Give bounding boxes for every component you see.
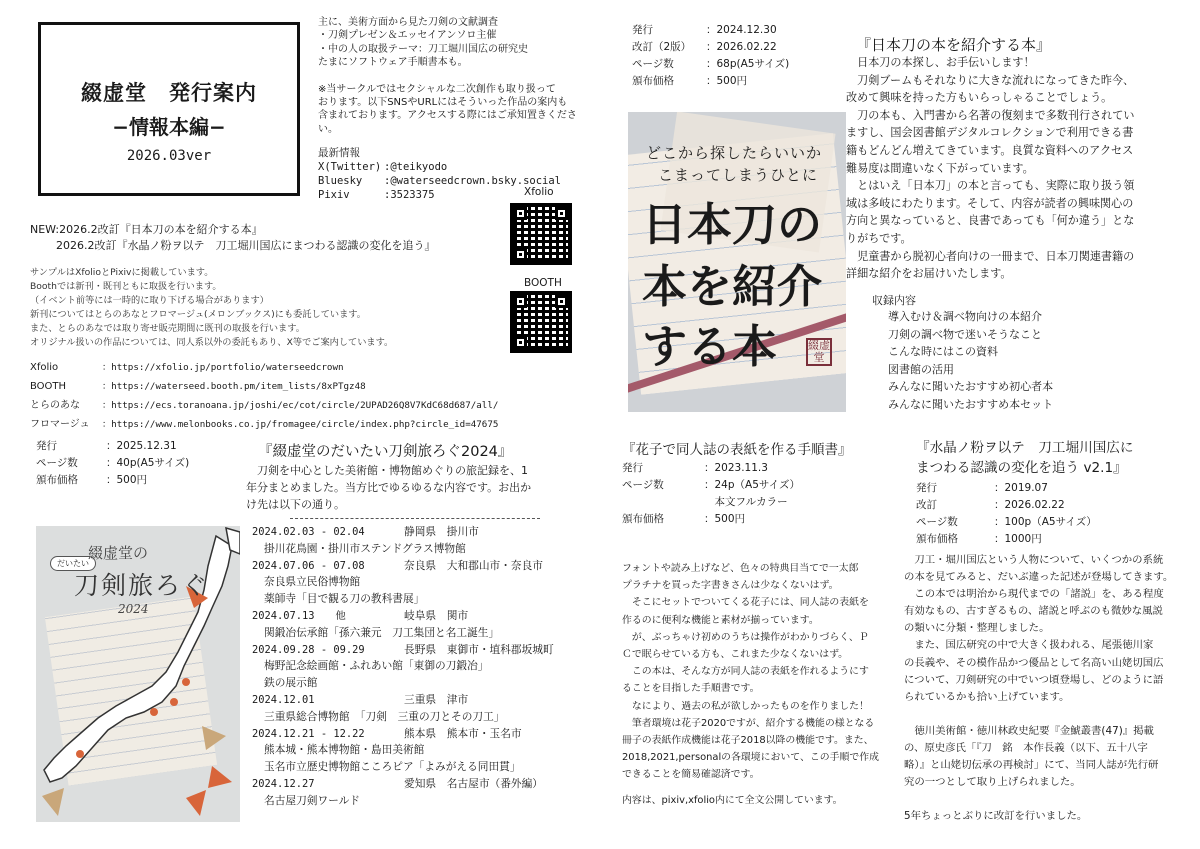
body-line: 冊子の表紙作成機能は花子2018以降の機能です。また、 — [622, 735, 874, 747]
trip-place: 岐阜県 関市 — [404, 608, 469, 622]
xfolio-qr-label: Xfolio — [524, 186, 554, 198]
cover-subtitle: どこから探したらいいか — [646, 144, 823, 162]
info-line: Boothでは新刊・既刊ともに取扱を行います。 — [30, 281, 222, 292]
spec-row — [622, 511, 800, 528]
trip-date: 2024.12.01 — [252, 693, 315, 706]
intro-line: ・中の人の取扱テーマ：刀工堀川国広の研究史 — [318, 43, 528, 55]
trip-place: 愛知県 名古屋市（番外編） — [404, 776, 543, 790]
spec-row — [622, 494, 800, 511]
info-line: オリジナル扱いの作品については、同人系以外の委託もあり、X等でご案内しています。 — [30, 337, 394, 348]
trip-site: 鉄の展示館 — [264, 676, 318, 690]
news — [30, 222, 436, 254]
body-line: Ｃで眠らせている方も、これまた少なくないはず。 — [622, 649, 849, 661]
link-row — [30, 415, 498, 434]
spec-key: 頒布価格 — [36, 474, 78, 486]
spec-key: ページ数 — [632, 58, 674, 70]
spec-value: ：500円 — [706, 75, 748, 87]
book1-title: 『日本刀の本を紹介する本』 — [856, 36, 1052, 54]
body-line: そこにセットでついてくる花子には、同人誌の表紙を — [622, 597, 869, 609]
body-line: が、ぶっちゃけ初めのうちは操作がわかりづらく、Ｐ — [622, 631, 869, 643]
book2-description — [246, 462, 531, 513]
trip-place: 奈良県 大和郡山市・奈良市 — [404, 558, 543, 572]
trip-site: 掛川花鳥園・掛川市ステンドグラス博物館 — [264, 541, 466, 555]
spec-key — [622, 494, 704, 511]
body-line: ることを目指した手順書です。 — [622, 683, 760, 695]
link-url[interactable]: ：https://xfolio.jp/portfolio/waterseedcrown — [102, 362, 344, 373]
body-line: ますし、国会図書館デジタルコレクションで利用できる書 — [846, 126, 1134, 140]
spec-value: ：40p(A5サイズ) — [106, 457, 190, 469]
contents-item: みんなに聞いたおすすめ本セット — [888, 397, 1054, 411]
spec-key: 頒布価格 — [632, 75, 674, 87]
trip-site: 梅野記念絵画館・ふれあい館「東御の刀鍛冶」 — [264, 659, 489, 673]
body-line: られているかも拾い上げています。 — [904, 690, 1070, 703]
trip-header — [252, 608, 554, 625]
sns-value[interactable]: :3523375 — [384, 189, 435, 201]
spec-key: 発行 — [632, 24, 653, 36]
body-line: 難易度は間違いなく下がっています。 — [846, 161, 1034, 175]
contents-item: 図書館の活用 — [888, 362, 954, 376]
spec-key: ページ数 — [916, 516, 958, 528]
body-line: 作るのに便利な機能と素材が揃っています。 — [622, 614, 819, 626]
info-line: サンプルはXfolioとPixivに掲載しています。 — [30, 267, 214, 278]
spec-row — [632, 39, 789, 56]
body-line — [904, 706, 1173, 723]
spec-row — [632, 56, 789, 73]
link-url[interactable]: ：https://www.melonbooks.co.jp/fromagee/circle/index.php?circle_id=47675 — [102, 419, 499, 430]
divider — [290, 518, 540, 519]
trip-item — [252, 524, 554, 558]
body-line: 改めて興味を持った方もいらっしゃることでしょう。 — [846, 91, 1113, 105]
info-line: （イベント前等には一時的に取り下げる場合があります） — [30, 295, 269, 306]
cover-title: 刀剣旅ろぐ — [74, 571, 210, 600]
title-line: 『水晶ノ粉ヲ以テ 刀工堀川国広に — [916, 440, 1134, 456]
body-line: 筆者環境は花子2020ですが、紹介する機能の様となる — [622, 717, 875, 729]
book3-note: 内容は、pixiv,xfolio内にて全文公開しています。 — [622, 795, 843, 806]
sns-label: Pixiv — [318, 189, 350, 201]
cover-subtitle: こまってしまうひとに — [658, 166, 819, 184]
spec-value: ：2026.02.22 — [994, 499, 1065, 511]
body-line: の類いに分類・整理しました。 — [904, 622, 1050, 635]
trip-site: 薬師寺「目で観る刀の教科書展」 — [264, 592, 425, 606]
info-line: 新刊についてはとらのあなとフロマージュ(メロンブックス)にも委託しています。 — [30, 309, 366, 320]
trip-date: 2024.07.06 - 07.08 — [252, 559, 365, 572]
body-line: 2018,2021,personalの各環境において、この手順で作成 — [622, 752, 879, 764]
spec-value: ：2025.12.31 — [106, 440, 177, 452]
sns-value[interactable]: :@teikyodo — [384, 161, 448, 173]
trip-item — [252, 642, 554, 692]
trip-site: 名古屋刀剣ワールド — [264, 793, 360, 807]
spec-key: 発行 — [622, 462, 643, 474]
spec-value: ：2026.02.22 — [706, 41, 777, 53]
trip-date: 2024.07.13 他 — [252, 609, 346, 622]
link-label: Xfolio — [30, 362, 59, 373]
trip-header — [252, 692, 554, 709]
body-line: け先は以下の通り。 — [246, 498, 345, 511]
intro-line: おります。以下SNSやURLにはそういった作品の案内も — [318, 97, 568, 109]
link-row — [30, 358, 498, 377]
link-label: とらのあな — [30, 400, 80, 411]
trip-item — [252, 608, 554, 642]
body-line: りがちです。 — [846, 231, 912, 245]
body-line: の長義や、その模作品かつ優品として名高い山姥切国広 — [904, 656, 1164, 669]
body-line: できることを簡易確認済です。 — [622, 769, 760, 781]
book1-specs — [632, 22, 789, 90]
link-label: フロマージュ — [30, 419, 90, 430]
spec-key: ページ数 — [36, 457, 78, 469]
spec-key: 改訂 — [916, 499, 937, 511]
spec-row — [632, 22, 789, 39]
body-line: 方向と異なっていると、良書であっても「何か違う」とな — [846, 214, 1135, 228]
body-line: 略）』と山姥切伝承の再検討」にて、当同人誌が先行研 — [904, 759, 1159, 772]
cover-badge: だいたい — [50, 556, 96, 571]
booth-qr-label: BOOTH — [524, 277, 562, 289]
spec-row — [622, 477, 800, 494]
spec-key: ページ数 — [622, 479, 664, 491]
body-line: フォントや読み上げなど、色々の特典目当てで一太郎 — [622, 563, 859, 574]
sns-row — [318, 160, 588, 174]
link-url[interactable]: ：https://waterseed.booth.pm/item_lists/8xPTgz48 — [102, 381, 366, 392]
book2-specs — [36, 438, 189, 489]
body-line: なにより、過去の私が欲しかったものを作りました！ — [622, 700, 869, 712]
latest-heading: 最新情報 — [318, 147, 360, 159]
body-line: 年分まとめました。当方比でゆるゆるな内容です。お出か — [246, 481, 532, 494]
trip-item — [252, 558, 554, 608]
info-line: また、とらのあなでは取り寄せ販売期間に既刊の取扱を行います。 — [30, 323, 305, 334]
cover-seal: 綴虚堂 — [808, 339, 830, 364]
body-line: この本では明治から現代までの「諸説」を、ある程度 — [904, 588, 1164, 601]
contents-item: みんなに聞いたおすすめ初心者本 — [888, 380, 1054, 394]
spec-row — [916, 497, 1097, 514]
booth-qr-code[interactable] — [510, 291, 572, 353]
page-title: 綴虚堂 発行案内 — [81, 81, 257, 105]
body-line: この本は、そんな方が同人誌の表紙を作れるようにす — [622, 666, 869, 678]
spec-value: ：24p（A5サイズ） — [704, 479, 801, 491]
trip-date: 2024.12.27 — [252, 777, 315, 790]
book1-contents-heading: 収録内容 — [872, 294, 916, 307]
body-line: プラチナを買った字書きさんは少なくないはず。 — [622, 580, 839, 592]
spec-value: ：500円 — [106, 474, 148, 486]
news-line: NEW:2026.2改訂『日本刀の本を紹介する本』 — [30, 223, 263, 236]
spec-row — [916, 514, 1097, 531]
spec-row — [916, 531, 1097, 548]
spec-row — [36, 455, 189, 472]
spec-key: 改訂（2版） — [632, 41, 692, 53]
contents-item: 刀剣の調べ物で迷いそうなこと — [888, 327, 1042, 341]
book4-specs — [916, 480, 1097, 548]
trip-item — [252, 692, 554, 726]
book1-cover — [628, 112, 846, 412]
spec-value: ：2019.07 — [994, 482, 1048, 494]
book2-cover — [36, 526, 240, 822]
body-line: とはいえ「日本刀」の本と言っても、実際に取り扱う領 — [846, 179, 1135, 193]
intro-line: 含まれております。アクセスする際にはご承知置きくださ — [318, 110, 577, 122]
trip-header — [252, 558, 554, 575]
contents-item: こんな時にはこの資料 — [888, 345, 998, 359]
intro-line: ※当サークルではセクシャルな二次創作も取り扱って — [318, 83, 556, 95]
book4-title — [916, 438, 1134, 478]
book1-contents — [888, 308, 1053, 414]
page-subtitle: −情報本編− — [112, 115, 226, 139]
xfolio-qr-code[interactable] — [510, 203, 572, 265]
trip-list — [252, 524, 554, 810]
intro-line — [318, 70, 588, 83]
spec-key: 頒布価格 — [916, 533, 958, 545]
book1-description — [846, 54, 1134, 283]
body-line: 日本刀の本探し、お手伝いします！ — [846, 56, 1035, 69]
circle-intro — [318, 16, 588, 136]
news-line: 2026.2改訂『水晶ノ粉ヲ以テ 刀工堀川国広にまつわる認識の変化を追う』 — [56, 239, 436, 252]
body-line: の、原史彦氏「『刀 銘 本作長義（以下、五十八字 — [904, 741, 1148, 754]
trip-header — [252, 776, 554, 793]
trip-item — [252, 776, 554, 810]
spec-row — [36, 472, 189, 489]
spec-value: ：2024.12.30 — [706, 24, 777, 36]
trip-site: 三重県総合博物館 「刀剣 三重の刀とその刀工」 — [264, 709, 505, 723]
body-line: 刀工・堀川国広という人物について、いくつかの系統 — [904, 554, 1164, 566]
trip-item — [252, 726, 554, 776]
book3-title: 『花子で同人誌の表紙を作る手順書』 — [622, 442, 852, 458]
trip-date: 2024.09.28 - 09.29 — [252, 643, 365, 656]
body-line: 刀剣を中心とした美術館・博物館めぐりの旅記録を、1 — [246, 464, 528, 477]
body-line: 究の一つとして取り上げられました。 — [904, 776, 1081, 789]
header-box — [38, 22, 300, 196]
intro-line: い。 — [318, 123, 338, 135]
trip-header — [252, 726, 554, 743]
contents-item: 導入むけ＆調べ物向けの本紹介 — [888, 310, 1042, 323]
spec-value: ：1000円 — [994, 533, 1042, 545]
body-line: 籍もどんどん増えてきています。良質な資料へのアクセス — [846, 143, 1134, 157]
body-line: また、国広研究の中で大きく扱われる、尾張徳川家 — [904, 639, 1154, 652]
intro-line: 主に、美術方面から見た刀剣の文献調査 — [318, 17, 498, 28]
body-line: 刀の本も、入門書から名著の復刻まで多数刊行されてい — [846, 108, 1135, 122]
version-label: 2026.03ver — [126, 148, 212, 164]
spec-value: 本文フルカラー — [704, 496, 788, 508]
body-line: 詳細な紹介をお届けいたします。 — [846, 267, 1012, 281]
intro-line: たまにソフトウェア手順書本も。 — [318, 57, 468, 69]
trip-place: 長野県 東御市・埴科郡坂城町 — [404, 642, 554, 656]
sns-value[interactable]: :@waterseedcrown.bsky.social — [384, 175, 562, 187]
cover-title: 本を紹介 — [642, 260, 823, 313]
link-row — [30, 377, 498, 396]
intro-line: ・刀剣プレゼン＆エッセイアンソロ主催 — [318, 30, 497, 42]
spec-key: 発行 — [36, 440, 57, 452]
title-line: まつわる認識の変化を追う v2.1』 — [916, 460, 1127, 476]
cover-year: 2024 — [118, 602, 149, 616]
trip-date: 2024.02.03 - 02.04 — [252, 526, 365, 538]
spec-value: ：68p(A5サイズ) — [706, 58, 790, 70]
body-line: 児童書から脱初心者向けの一冊まで、日本刀関連書籍の — [846, 249, 1135, 263]
sample-info — [30, 266, 393, 350]
body-line — [904, 791, 1173, 808]
body-line: 有効なもの、古すぎるもの、諸説と呼ぶのも微妙な風説 — [904, 605, 1163, 618]
trip-place: 静岡県 掛川市 — [404, 525, 479, 538]
spec-row — [632, 73, 789, 90]
spec-key: 発行 — [916, 482, 937, 494]
book3-description — [622, 560, 879, 784]
link-url[interactable]: ：https://ecs.toranoana.jp/joshi/ec/cot/circle/2UPAD26Q8V7KdC68d687/all/ — [102, 400, 499, 411]
spec-value: ：2023.11.3 — [704, 462, 768, 474]
trip-place: 三重県 津市 — [404, 692, 469, 706]
link-label: BOOTH — [30, 381, 67, 392]
trip-date: 2024.12.21 - 12.22 — [252, 727, 365, 740]
book2-title: 『綴虚堂のだいたい刀剣旅ろぐ2024』 — [258, 444, 513, 460]
cover-title: 日本刀の — [642, 198, 823, 251]
body-line: 刀剣ブームもそれなりに大きな流れになってきた昨今、 — [846, 73, 1135, 87]
book4-description — [904, 552, 1173, 825]
book3-specs — [622, 460, 800, 528]
trip-place: 熊本県 熊本市・玉名市 — [404, 726, 522, 740]
trip-header — [252, 524, 554, 541]
cover-circle-name: 綴虚堂の — [88, 544, 149, 562]
cover-title: する本 — [642, 320, 778, 373]
body-line: 域は多岐にわたります。そして、内容が読者の興味関心の — [846, 196, 1134, 210]
trip-site: 奈良県立民俗博物館 — [264, 575, 361, 589]
spec-value: ：500円 — [704, 513, 746, 525]
trip-header — [252, 642, 554, 659]
body-line: の本を見てみると、だいぶ違った記述が登場してきます。 — [904, 571, 1174, 584]
spec-row — [916, 480, 1097, 497]
body-line: 徳川美術館・徳川林政史紀要『金鯱叢書(47)』掲載 — [904, 724, 1154, 737]
link-row — [30, 396, 498, 415]
spec-row — [622, 460, 800, 477]
spec-key: 頒布価格 — [622, 513, 664, 525]
body-line: について、刀剣研究の中でいつ頃登場し、どのように語 — [904, 673, 1164, 686]
link-list — [30, 358, 498, 434]
trip-site: 玉名市立歴史博物館こころピア「よみがえる同田貫」 — [264, 760, 521, 774]
body-line: 5年ちょっとぶりに改訂を行いました。 — [904, 810, 1088, 823]
spec-row — [36, 438, 189, 455]
sns-label: Bluesky — [318, 175, 363, 187]
trip-site: 関鍛冶伝承館「孫六兼元 刀工集団と名工誕生」 — [264, 625, 500, 639]
spec-value: ：100p（A5サイズ） — [994, 516, 1097, 528]
sns-label: X(Twitter) — [318, 161, 382, 173]
trip-site: 熊本城・熊本博物館・島田美術館 — [264, 743, 425, 757]
